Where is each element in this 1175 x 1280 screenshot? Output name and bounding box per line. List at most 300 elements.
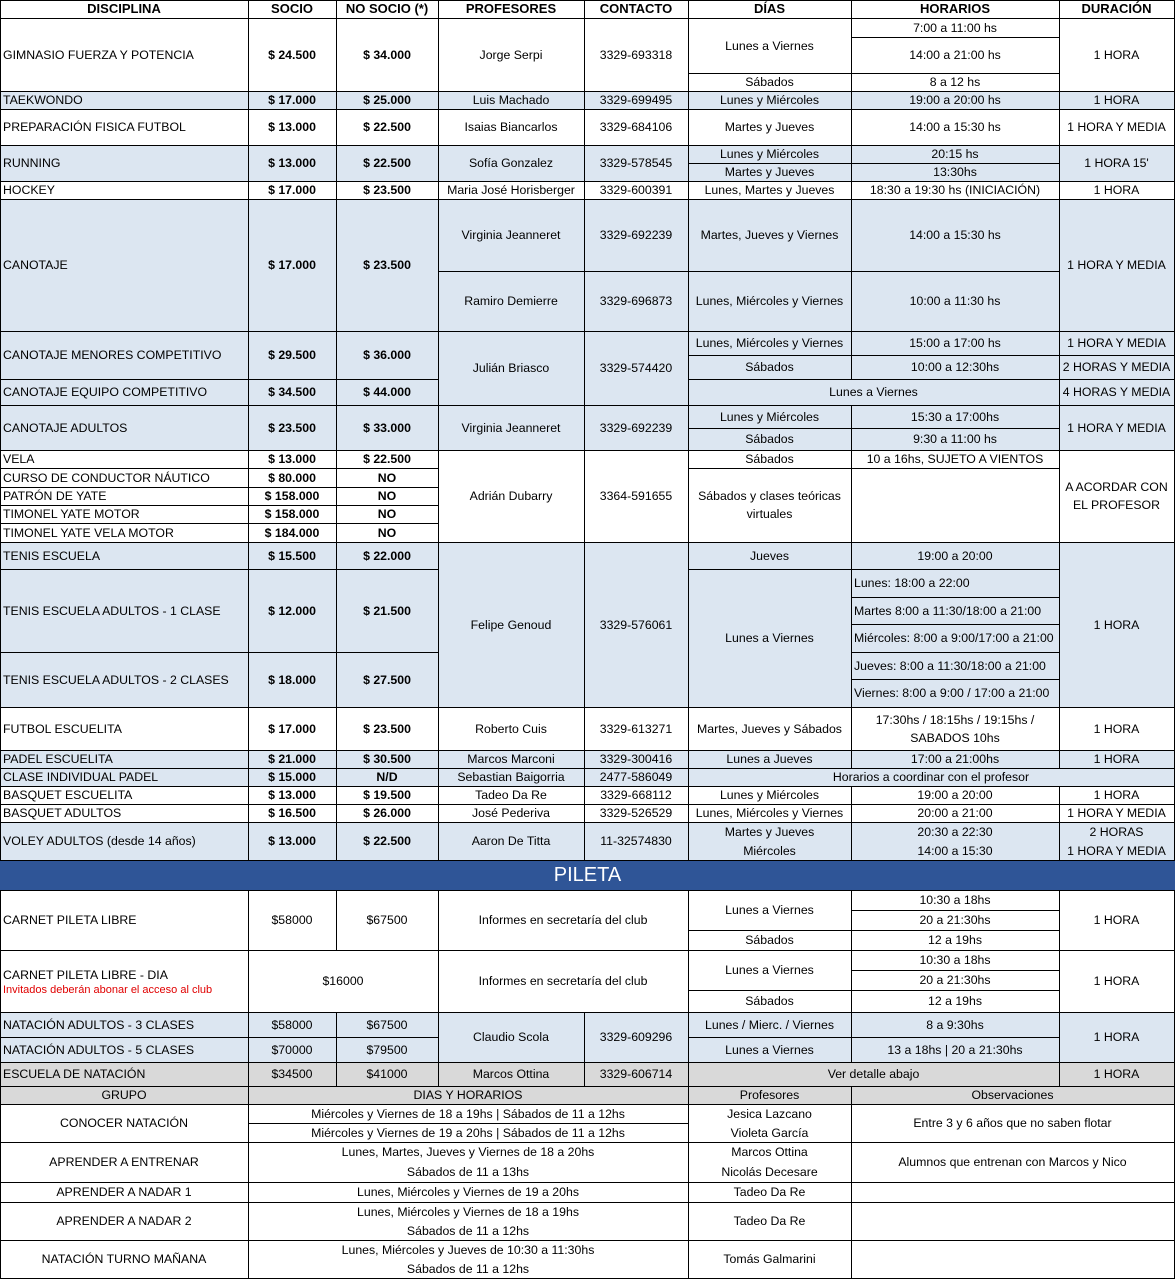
column-header-nosocio: NO SOCIO (*) — [336, 0, 438, 18]
price-nosocio: $ 25.000 — [363, 93, 411, 107]
price-socio: $ 80.000 — [268, 470, 316, 485]
schedule: 20 a 21:30hs — [919, 973, 991, 987]
teacher: Ramiro Demierre — [464, 294, 558, 308]
cell-border — [337, 92, 439, 110]
teacher: Maria José Horisberger — [447, 183, 575, 197]
cell-border — [585, 182, 689, 200]
cell-border — [1060, 951, 1175, 1013]
schedule: 10 a 16hs, SUJETO A VIENTOS — [866, 452, 1044, 466]
cell-border — [1, 200, 249, 332]
group-name: APRENDER A ENTRENAR — [49, 1155, 199, 1169]
schedule: 12 a 19hs — [927, 933, 982, 947]
cell-border — [852, 1203, 1175, 1241]
contact: 3329-692239 — [599, 228, 673, 242]
discipline-name: NATACIÓN ADULTOS - 3 CLASES — [3, 1017, 195, 1032]
schedule: 14:00 a 15:30 — [917, 843, 993, 858]
cell-border — [585, 451, 689, 543]
schedule: Horarios a coordinar con el profesor — [832, 770, 1030, 784]
price-socio: $ 17.000 — [268, 93, 316, 107]
price-socio: $ 17.000 — [268, 183, 316, 197]
cell-border — [1, 92, 249, 110]
discipline-name: TIMONEL YATE VELA MOTOR — [3, 525, 174, 540]
cell-border — [337, 543, 439, 570]
cell-border — [689, 1241, 852, 1279]
price-nosocio: $ 30.500 — [363, 752, 411, 766]
cell-border — [249, 708, 337, 751]
group-schedule: Lunes, Miércoles y Viernes de 18 a 19hs — [357, 1204, 579, 1219]
teacher: Tadeo Da Re — [475, 788, 547, 802]
schedule: 17:30hs / 18:15hs / 19:15hs / SABADOS 10hs — [875, 712, 1035, 745]
cell-border — [689, 951, 852, 991]
days: Lunes a Viernes — [829, 385, 918, 399]
cell-border — [585, 110, 689, 146]
duration: 1 HORA Y MEDIA — [1067, 420, 1166, 435]
price-nosocio: $67500 — [366, 913, 408, 927]
cell-border — [1, 1063, 249, 1087]
schedule: 14:00 a 15:30 hs — [909, 120, 1001, 134]
cell-border — [1, 406, 249, 451]
price-socio: $ 16.500 — [268, 806, 316, 820]
teacher: Roberto Cuis — [475, 721, 547, 736]
cell-border — [1060, 332, 1175, 356]
duration: 2 HORAS Y MEDIA — [1062, 360, 1171, 374]
cell-border — [249, 182, 337, 200]
group-schedule: Miércoles y Viernes de 19 a 20hs | Sábados de 11 a 12hs — [311, 1125, 625, 1140]
teacher: Virginia Jeanneret — [461, 420, 561, 435]
discipline-name: NATACIÓN ADULTOS - 5 CLASES — [3, 1042, 195, 1057]
days: Lunes, Martes y Jueves — [704, 183, 835, 197]
duration: 1 HORA — [1093, 1067, 1140, 1081]
cell-border — [852, 1241, 1175, 1279]
cell-border — [1, 805, 249, 823]
cell-border — [249, 200, 337, 332]
duration: 1 HORA — [1093, 1030, 1140, 1044]
cell-border — [689, 332, 852, 356]
cell-border — [689, 543, 852, 570]
cell-border — [439, 891, 689, 951]
cell-border — [585, 19, 689, 92]
cell-border — [585, 332, 689, 406]
price: $16000 — [322, 974, 364, 988]
schedule: 20:30 a 22:30 — [917, 824, 993, 839]
duration: 1 HORA — [1093, 93, 1140, 107]
cell-border — [585, 1013, 689, 1063]
cell-border — [585, 751, 689, 769]
cell-border — [1, 1183, 249, 1203]
cell-border — [249, 488, 337, 506]
schedule: 10:00 a 12:30hs — [910, 360, 1000, 374]
discipline-name: VELA — [3, 452, 35, 466]
cell-border — [1, 891, 249, 951]
cell-border — [689, 406, 852, 429]
cell-border — [337, 488, 439, 506]
schedule: Lunes: 18:00 a 22:00 — [854, 576, 970, 590]
cell-border — [689, 1183, 852, 1203]
cell-border — [439, 805, 585, 823]
cell-border — [439, 751, 585, 769]
contact: 3329-684106 — [599, 120, 673, 134]
cell-border — [249, 653, 337, 708]
discipline-name: TENIS ESCUELA ADULTOS - 1 CLASE — [3, 603, 221, 618]
discipline-name: CANOTAJE ADULTOS — [3, 420, 128, 435]
group-schedule: Lunes, Miércoles y Jueves de 10:30 a 11:30hs — [341, 1242, 595, 1257]
cell-border — [439, 200, 585, 272]
discipline-name: BASQUET ADULTOS — [3, 806, 122, 820]
cell-border — [852, 469, 1060, 543]
days: Sábados — [745, 432, 794, 446]
cell-border — [852, 1013, 1060, 1038]
cell-border — [439, 1, 585, 19]
group-schedule: Lunes, Miércoles y Viernes de 19 a 20hs — [357, 1185, 579, 1199]
info: Informes en secretaría del club — [478, 974, 648, 988]
group-header: GRUPO — [101, 1088, 147, 1102]
cell-border — [852, 653, 1060, 680]
cell-border — [249, 805, 337, 823]
cell-border — [689, 787, 852, 805]
cell-border — [249, 1183, 689, 1203]
group-header: DIAS Y HORARIOS — [413, 1088, 523, 1102]
cell-border — [585, 146, 689, 182]
contact: 2477-586049 — [599, 770, 673, 784]
cell-border — [249, 1124, 689, 1143]
schedule: 10:30 a 18hs — [919, 893, 991, 907]
price-nosocio: $ 22.500 — [363, 452, 411, 466]
cell-border — [1, 469, 249, 488]
teacher: Aaron De Titta — [471, 834, 551, 848]
cell-border — [249, 543, 337, 570]
schedule: 15:30 a 17:00hs — [910, 409, 1000, 424]
cell-border — [689, 451, 852, 469]
cell-border — [439, 708, 585, 751]
cell-border — [249, 751, 337, 769]
price-socio: $58000 — [271, 913, 313, 927]
group-schedule: Miércoles y Viernes de 18 a 19hs | Sábados de 11 a 12hs — [311, 1106, 625, 1121]
cell-border — [585, 787, 689, 805]
contact: 3329-696873 — [599, 294, 673, 308]
cell-border — [585, 1, 689, 19]
cell-border — [439, 92, 585, 110]
contact: 3329-600391 — [599, 183, 673, 197]
cell-border — [439, 543, 585, 708]
cell-border — [689, 469, 852, 543]
info: Informes en secretaría del club — [478, 913, 648, 927]
teacher: José Pederiva — [472, 806, 550, 820]
cell-border — [585, 272, 689, 332]
group-teacher: Violeta García — [730, 1125, 809, 1140]
cell-border — [852, 182, 1060, 200]
cell-border — [689, 991, 852, 1013]
duration: 1 HORA — [1093, 788, 1140, 802]
cell-border — [852, 543, 1060, 570]
cell-border — [249, 1105, 689, 1124]
cell-border — [852, 1087, 1175, 1105]
discipline-label: CARNET PILETA LIBRE - DIA — [3, 967, 168, 982]
schedule: 12 a 19hs — [927, 994, 982, 1008]
cell-border — [337, 1, 439, 19]
cell-border — [689, 708, 852, 751]
cell-border — [439, 19, 585, 92]
cell-border — [1, 110, 249, 146]
schedule: 10:00 a 11:30 hs — [909, 294, 1001, 308]
group-name: CONOCER NATACIÓN — [60, 1116, 188, 1130]
group-teacher: Marcos Ottina — [731, 1145, 808, 1159]
cell-border — [852, 92, 1060, 110]
cell-border — [1, 451, 249, 469]
cell-border — [439, 110, 585, 146]
contact: 3329-574420 — [599, 361, 673, 375]
cell-border — [337, 751, 439, 769]
group-header: Profesores — [739, 1088, 800, 1102]
cell-border — [1, 1105, 249, 1143]
cell-border — [852, 805, 1060, 823]
cell-border — [852, 680, 1060, 708]
cell-border — [249, 506, 337, 524]
duration: 1 HORA Y MEDIA — [1067, 120, 1166, 134]
cell-border — [852, 200, 1060, 272]
cell-border — [337, 708, 439, 751]
cell-border — [689, 1038, 852, 1063]
cell-border — [1060, 751, 1175, 769]
cell-border — [1, 543, 249, 570]
group-name: NATACIÓN TURNO MAÑANA — [41, 1252, 207, 1266]
contact: 3329-692239 — [599, 420, 673, 435]
cell-border — [249, 1087, 689, 1105]
price-nosocio: $ 23.500 — [363, 183, 411, 197]
price-socio: $ 18.000 — [268, 672, 316, 687]
cell-border — [249, 451, 337, 469]
price-socio: $ 13.000 — [268, 834, 316, 848]
schedule: 13:30hs — [933, 165, 977, 179]
cell-border — [585, 769, 689, 787]
contact: 3329-699495 — [599, 93, 673, 107]
schedule: 8 a 12 hs — [929, 75, 981, 89]
cell-border — [337, 769, 439, 787]
cell-border — [585, 406, 689, 451]
cell-border — [439, 146, 585, 182]
cell-border — [1060, 182, 1175, 200]
cell-border — [1, 524, 249, 543]
discipline-name: PADEL ESCUELITA — [3, 752, 113, 766]
price-nosocio: $ 34.000 — [363, 47, 411, 62]
discipline-name: CANOTAJE EQUIPO COMPETITIVO — [3, 385, 208, 399]
cell-border — [249, 406, 337, 451]
days: Martes y Jueves — [724, 165, 815, 179]
contact: 3329-300416 — [599, 752, 673, 766]
teacher: Claudio Scola — [473, 1030, 549, 1044]
price-socio: $ 158.000 — [264, 507, 320, 521]
price-nosocio: $ 23.500 — [363, 721, 411, 736]
schedule: 18:30 a 19:30 hs (INICIACIÓN) — [869, 183, 1041, 197]
cell-border — [249, 524, 337, 543]
section-title: PILETA — [553, 864, 622, 886]
cell-border — [249, 570, 337, 653]
days: Lunes y Miércoles — [719, 409, 820, 424]
days: Lunes, Miércoles y Viernes — [695, 336, 844, 350]
cell-border — [1, 787, 249, 805]
cell-border — [1, 1087, 249, 1105]
cell-border — [689, 272, 852, 332]
cell-border — [852, 19, 1060, 38]
cell-border — [1, 332, 249, 380]
discipline-name: PREPARACIÓN FISICA FUTBOL — [3, 120, 186, 134]
duration: 4 HORAS Y MEDIA — [1062, 385, 1171, 399]
cell-border — [249, 332, 337, 380]
cell-border — [1, 146, 249, 182]
price-nosocio: N/D — [376, 770, 398, 784]
cell-border — [337, 380, 439, 406]
cell-border — [689, 769, 1175, 787]
cell-border — [852, 1105, 1175, 1143]
cell-border — [852, 931, 1060, 951]
discipline-name: CANOTAJE MENORES COMPETITIVO — [3, 348, 222, 362]
cell-border — [852, 332, 1060, 356]
cell-border — [852, 1143, 1175, 1183]
cell-border — [852, 911, 1060, 931]
cell-border — [852, 451, 1060, 469]
teacher: Felipe Genoud — [470, 617, 552, 632]
cell-border — [1060, 1, 1175, 19]
price-nosocio: NO — [377, 525, 397, 540]
discipline-name: TAEKWONDO — [3, 93, 83, 107]
schedule: 9:30 a 11:00 hs — [913, 432, 997, 446]
cell-border — [249, 92, 337, 110]
cell-border — [852, 823, 1060, 861]
price-nosocio: $ 22.500 — [363, 834, 411, 848]
duration: 1 HORA — [1093, 183, 1140, 197]
cell-border — [249, 823, 337, 861]
duration: 1 HORA Y MEDIA — [1067, 806, 1166, 820]
cell-border — [337, 653, 439, 708]
duration: A ACORDAR CON EL PROFESOR — [1065, 480, 1168, 512]
cell-border — [249, 1143, 689, 1183]
cell-border — [337, 570, 439, 653]
days: Lunes a Viernes — [725, 631, 814, 645]
cell-border — [337, 506, 439, 524]
teacher: Marcos Ottina — [472, 1067, 550, 1081]
duration: 1 HORA — [1093, 913, 1140, 927]
column-header-horarios: HORARIOS — [851, 0, 1059, 18]
cell-border — [1060, 451, 1175, 543]
cell-border — [337, 469, 439, 488]
cell-border — [852, 1, 1060, 19]
cell-border — [585, 92, 689, 110]
cell-border — [439, 787, 585, 805]
contact: 3364-591655 — [599, 489, 673, 503]
price-nosocio: $ 44.000 — [363, 385, 411, 399]
cell-border — [337, 451, 439, 469]
cell-border — [337, 182, 439, 200]
schedule: 14:00 a 15:30 hs — [909, 228, 1001, 242]
details-link: Ver detalle abajo — [827, 1067, 920, 1081]
cell-border — [337, 1013, 439, 1038]
days: Sábados — [745, 933, 794, 947]
days: Lunes, Miércoles y Viernes — [695, 294, 844, 308]
cell-border — [249, 1, 337, 19]
cell-border — [1060, 823, 1175, 861]
schedule: 14:00 a 21:00 hs — [909, 48, 1001, 62]
cell-border — [1, 823, 249, 861]
cell-border — [249, 110, 337, 146]
discipline-name: TIMONEL YATE MOTOR — [3, 507, 140, 521]
cell-border — [439, 823, 585, 861]
cell-border — [689, 1143, 852, 1183]
price-nosocio: $41000 — [366, 1067, 408, 1081]
schedule: Viernes: 8:00 a 9:00 / 17:00 a 21:00 — [854, 686, 1050, 700]
price-nosocio: $67500 — [366, 1017, 408, 1032]
cell-border — [689, 570, 852, 708]
cell-border — [1, 951, 249, 1013]
price-nosocio: $79500 — [366, 1042, 408, 1057]
schedule: 10:30 a 18hs — [919, 953, 991, 967]
price-socio: $ 29.500 — [268, 348, 316, 362]
days: Lunes a Viernes — [725, 903, 814, 917]
discipline-name: BASQUET ESCUELITA — [3, 788, 133, 802]
cell-border — [689, 805, 852, 823]
cell-border — [852, 164, 1060, 182]
cell-border — [852, 598, 1060, 625]
days: Lunes a Viernes — [725, 963, 814, 977]
cell-border — [249, 469, 337, 488]
cell-border — [337, 1038, 439, 1063]
cell-border — [249, 1241, 689, 1279]
cell-border — [439, 769, 585, 787]
price-socio: $ 13.000 — [268, 788, 316, 802]
teacher: Jorge Serpi — [479, 47, 543, 62]
cell-border — [337, 332, 439, 380]
cell-border — [1060, 380, 1175, 406]
cell-border — [1, 1, 249, 19]
duration: 1 HORA Y MEDIA — [1067, 843, 1166, 858]
cell-border — [1060, 543, 1175, 708]
cell-border — [1060, 146, 1175, 182]
cell-border — [1, 1038, 249, 1063]
group-name: APRENDER A NADAR 1 — [56, 1185, 192, 1199]
price-socio: $ 24.500 — [268, 47, 316, 62]
cell-border — [689, 356, 852, 380]
discipline-name: ESCUELA DE NATACIÓN — [3, 1067, 146, 1081]
cell-border — [337, 1063, 439, 1087]
cell-border — [689, 110, 852, 146]
cell-border — [852, 1183, 1175, 1203]
cell-border — [337, 524, 439, 543]
cell-border — [1, 19, 249, 92]
cell-border — [439, 451, 585, 543]
price-nosocio: $ 22.500 — [363, 156, 411, 170]
group-teacher: Jesica Lazcano — [727, 1106, 812, 1121]
price-nosocio: $ 19.500 — [363, 788, 411, 802]
cell-border — [689, 1, 852, 19]
cell-border — [689, 1063, 1060, 1087]
cell-border — [439, 272, 585, 332]
cell-border — [439, 1013, 585, 1063]
days: Jueves — [750, 548, 789, 563]
days: Sábados — [745, 994, 794, 1008]
cell-border — [1060, 787, 1175, 805]
days: Martes y Jueves — [724, 120, 815, 134]
discipline-name: GIMNASIO FUERZA Y POTENCIA — [3, 47, 194, 62]
cell-border — [852, 74, 1060, 92]
price-nosocio: $ 36.000 — [363, 348, 411, 362]
group-name: APRENDER A NADAR 2 — [56, 1214, 192, 1228]
cell-border — [1, 1203, 249, 1241]
cell-border — [852, 38, 1060, 74]
duration: 2 HORAS — [1089, 824, 1144, 839]
contact: 3329-668112 — [600, 788, 672, 802]
column-header-dias: DÍAS — [688, 0, 851, 18]
schedule: Martes 8:00 a 11:30/18:00 a 21:00 — [854, 603, 1042, 618]
price-socio: $ 15.000 — [268, 770, 316, 784]
cell-border — [249, 891, 337, 951]
